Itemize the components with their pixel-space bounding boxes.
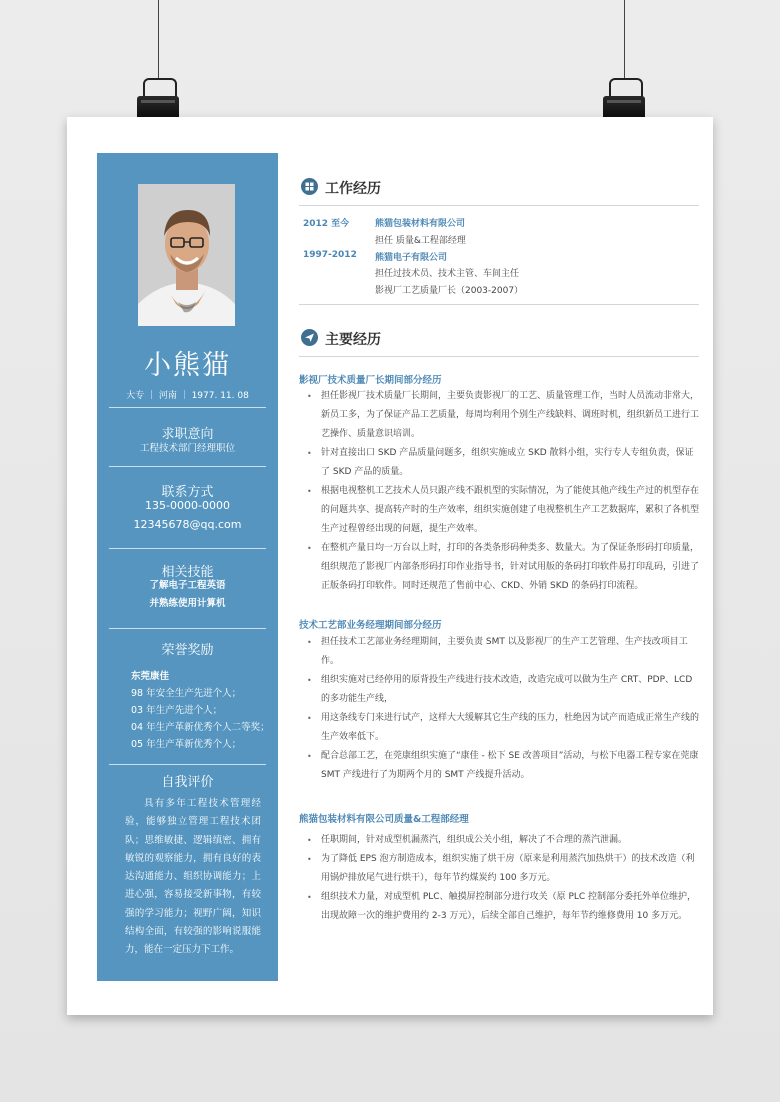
evaluation-text: 具有多年工程技术管理经验，能够独立管理工程技术团队；思维敏捷、逻辑缜密、拥有敏锐的观察能力，拥有良好的表达沟通能力、组织协调能力；上进心强，容易接受新事物，有较强的学习能力；视野广阔，知识结构全面，有较强的影响说服能力，能在一定压力下工作。 bbox=[125, 798, 261, 956]
candidate-meta: 大专 ｜ 河南 ｜ 1977. 11. 08 bbox=[126, 391, 249, 401]
divider bbox=[109, 466, 266, 467]
experience-list bbox=[307, 387, 699, 596]
profile-photo bbox=[138, 184, 235, 326]
contact-email[interactable]: 12345678@qq.com bbox=[133, 518, 242, 531]
divider bbox=[109, 764, 266, 765]
intent-title: 求职意向 bbox=[161, 427, 214, 442]
experience-heading: 熊猫包装材料有限公司质量&工程部经理 bbox=[299, 814, 469, 825]
experience-list bbox=[307, 633, 699, 785]
list-item: • 在整机产量日均一万台以上时，打印的各类条形码种类多、数量大。为了保证条形码打印质量，组织规范了影视厂内部条形码打印作业指导书，针对试用版的条码打印软件易打印乱码，引进了正版条码打印软件。同时还规范了售前中心、CKD、外销 SKD 的条码打印流程。 bbox=[307, 539, 699, 596]
work-company: 熊猫包装材料有限公司 bbox=[375, 219, 466, 229]
list-item: • 为了降低 EPS 泡方制造成本，组织实施了烘干房（原来是利用蒸汽加热烘干）的技术改造（利用锅炉排放尾气进行烘干），每年节约煤炭约 100 多万元。 bbox=[307, 850, 699, 888]
skills-title: 相关技能 bbox=[161, 565, 214, 580]
honor-item: 03 年生产先进个人； bbox=[131, 705, 223, 716]
resume-paper bbox=[67, 117, 713, 1015]
experience-heading: 影视厂技术质量厂长期间部分经历 bbox=[299, 375, 442, 386]
honors-title: 荣誉奖励 bbox=[161, 643, 214, 658]
experience-heading: 技术工艺部业务经理期间部分经历 bbox=[299, 620, 442, 631]
honor-item: 05 年生产革新优秀个人； bbox=[131, 739, 242, 750]
send-icon bbox=[301, 329, 318, 346]
contact-title: 联系方式 bbox=[161, 485, 214, 500]
work-role: 影视厂工艺质量厂长（2003-2007） bbox=[375, 286, 524, 296]
divider bbox=[109, 548, 266, 549]
list-item: • 组织技术力量，对成型机 PLC、触摸屏控制部分进行攻关（原 PLC 控制部分委托外单位维护，出现故障一次的维护费用约 2-3 万元），后续全部自己维护，每年节约维修费用 10 多万元。 bbox=[307, 888, 699, 926]
skill-item: 并熟练使用计算机 bbox=[149, 598, 226, 609]
sidebar bbox=[97, 153, 278, 981]
main-content bbox=[299, 117, 699, 1015]
honor-item: 98 年安全生产先进个人； bbox=[131, 688, 242, 699]
work-period: 2012 至今 bbox=[303, 219, 350, 229]
list-item: • 根据电视整机工艺技术人员只跟产线不跟机型的实际情况，为了能使其他产线生产过的机型存在的问题共享、提高转产时的生产效率，组织实施创建了电视整机生产工艺数据库，累积了各机型生产过程曾经出现的问题，提生产效率。 bbox=[307, 482, 699, 539]
divider bbox=[109, 407, 266, 408]
work-role: 担任过技术员、技术主管、车间主任 bbox=[375, 269, 520, 279]
list-item: • 任职期间，针对成型机漏蒸汽，组织成公关小组，解决了不合理的蒸汽泄漏。 bbox=[307, 831, 699, 850]
section-divider bbox=[299, 205, 699, 206]
list-item: • 针对直接出口 SKD 产品质量问题多，组织实施成立 SKD 散料小组，实行专人专组负责，保证了 SKD 产品的质量。 bbox=[307, 444, 699, 482]
list-item: • 担任技术工艺部业务经理期间，主要负责 SMT 以及影视厂的生产工艺管理、生产技改项目工作。 bbox=[307, 633, 699, 671]
work-role: 担任 质量&工程部经理 bbox=[375, 236, 466, 246]
list-item: • 配合总部工艺，在莞康组织实施了“康佳 - 松下 SE 改善项目”活动，与松下电器工程专家在莞康 SMT 产线进行了为期两个月的 SMT 产线提升活动。 bbox=[307, 747, 699, 785]
windows-icon bbox=[301, 178, 318, 195]
contact-phone: 135-0000-0000 bbox=[145, 499, 230, 512]
hanging-string-right bbox=[624, 0, 625, 80]
list-item: • 担任影视厂技术质量厂长期间，主要负责影视厂的工艺、质量管理工作，当时人员流动非常大，新员工多，为了保证产品工艺质量，每周均利用个别生产线缺料、调班时机，组织新员工进行工艺操作、质量意识培训。 bbox=[307, 387, 699, 444]
skill-item: 了解电子工程英语 bbox=[149, 580, 226, 591]
divider bbox=[109, 628, 266, 629]
honor-item: 东莞康佳 bbox=[131, 671, 170, 682]
work-section-title: 工作经历 bbox=[325, 181, 381, 197]
honor-item: 04 年生产革新优秀个人二等奖； bbox=[131, 722, 270, 733]
section-divider bbox=[299, 304, 699, 305]
honors-list bbox=[131, 668, 271, 753]
list-item: • 用这条线专门来进行试产，这样大大缓解其它生产线的压力，杜绝因为试产而造成正常生产线的生产效率低下。 bbox=[307, 709, 699, 747]
work-period: 1997-2012 bbox=[303, 250, 357, 260]
experience-list bbox=[307, 831, 699, 926]
hanging-string-left bbox=[158, 0, 159, 80]
intent-value: 工程技术部门经理职位 bbox=[139, 443, 235, 454]
evaluation-title: 自我评价 bbox=[161, 775, 214, 790]
list-item: • 组织实施对已经停用的原背投生产线进行技术改造，改造完成可以做为生产 CRT、PDP、LCD 的多功能生产线， bbox=[307, 671, 699, 709]
candidate-name: 小熊猫 bbox=[144, 350, 231, 381]
experience-section-title: 主要经历 bbox=[325, 332, 381, 348]
work-company: 熊猫电子有限公司 bbox=[375, 253, 448, 263]
section-divider bbox=[299, 356, 699, 357]
